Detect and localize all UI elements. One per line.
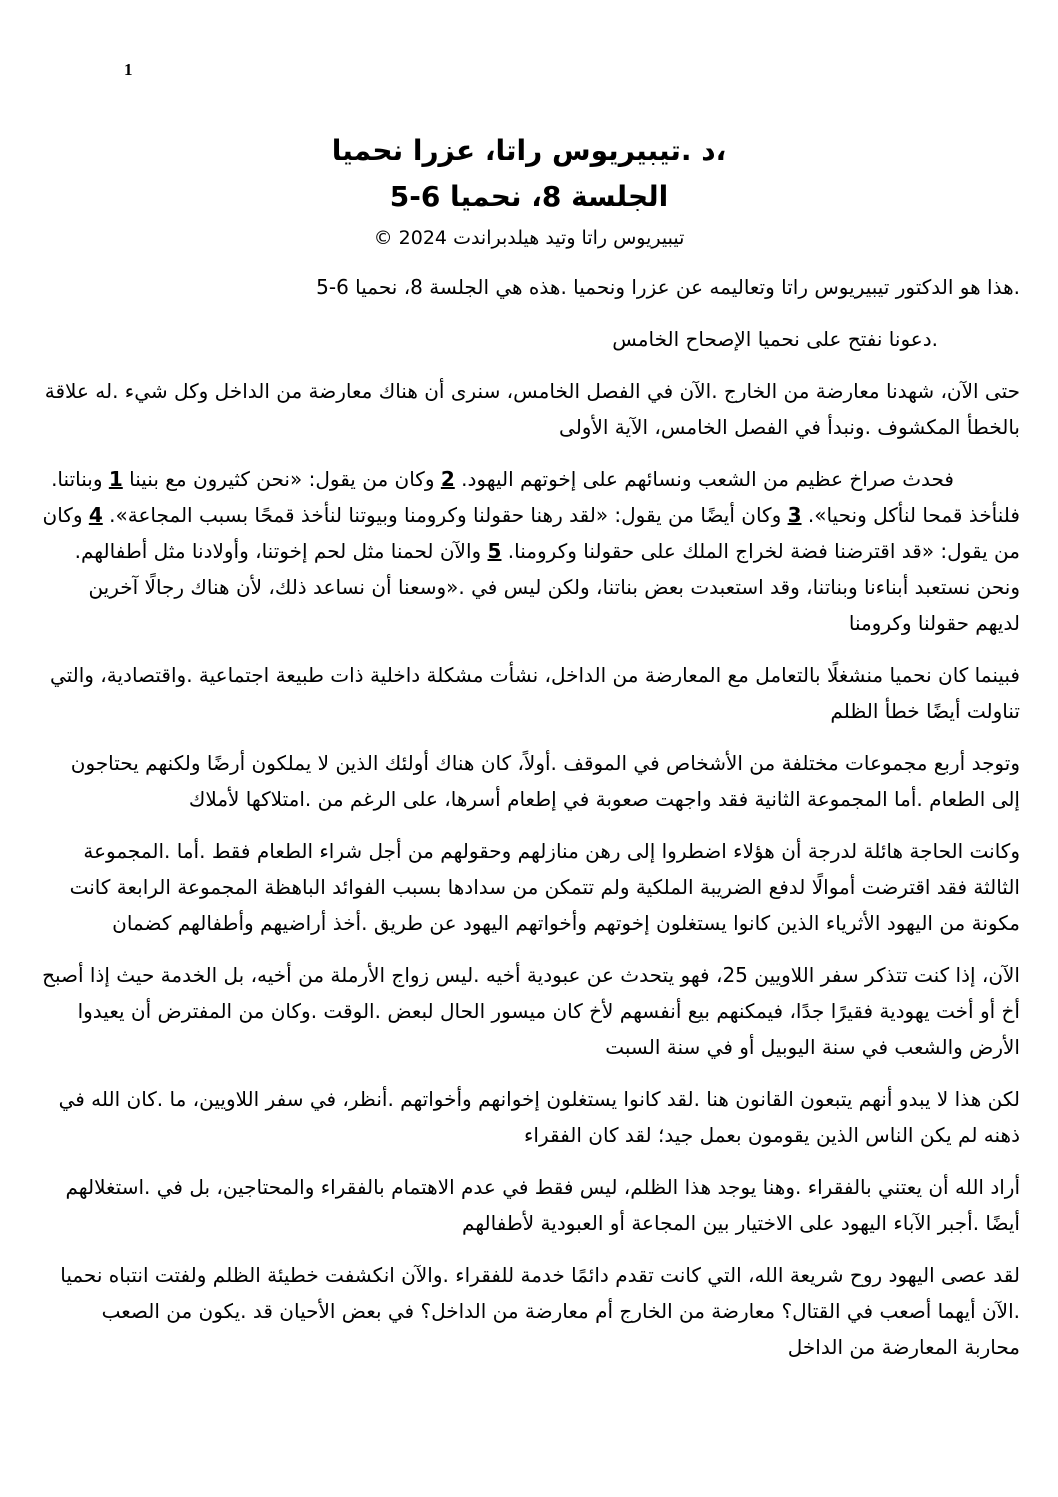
- paragraph-open-chapter: .دعونا نفتح على نحميا الإصحاح الخامس: [612, 327, 938, 351]
- verse-number: 5: [487, 539, 502, 563]
- page-number: 1: [124, 60, 133, 79]
- paragraph-scripture-quote: فحدث صراخ عظيم من الشعب ونسائهم على إخوتهم اليهود. 2 وكان من يقول: «نحن كثيرون مع بنينا 1 وبناتنا. فلنأخذ قمحا لنأكل ونحيا». 3 وكان أيضًا من يقول: «لقد رهنا حقولنا وكرومنا وبيوتنا لنأخذ قمحًا بسبب المجاعة». 4 وكان من يقول: «قد اقترضنا فضة لخراج الملك على حقولنا وكرومنا. 5 والآن لحمنا مثل لحم إخوتنا، وأولادنا مثل أطفالهم. ونحن نستعبد أبناءنا وبناتنا، وقد استعبدت بعض بناتنا، ولكن ليس في .«وسعنا أن نساعد ذلك، لأن هناك رجالًا آخرين لديهم حقولنا وكرومنا: [42, 467, 1020, 635]
- session-title: الجلسة 8، نحميا 6-5: [389, 180, 669, 213]
- paragraph-opposition: حتى الآن، شهدنا معارضة من الخارج .الآن في الفصل الخامس، سنرى أن هناك معارضة من الداخل وكل شيء .له علاقة بالخطأ المكشوف .ونبدأ في الفصل الخامس، الآية الأولى: [44, 379, 1020, 439]
- content: [40, 269, 1020, 1365]
- document-title: ،د .تيبيريوس راتا، عزرا نحميا: [331, 134, 727, 167]
- paragraph-internal-problem: فبينما كان نحميا منشغلًا بالتعامل مع المعارضة من الداخل، نشأت مشكلة داخلية ذات طبيعة اجتماعية .واقتصادية، والتي تناولت أيضًا خطأ الظلم: [49, 663, 1020, 723]
- paragraph-not-following-law: لكن هذا لا يبدو أنهم يتبعون القانون هنا .لقد كانوا يستغلون إخوانهم وأخواتهم .أنظر، في سفر اللاويين، ما .كان الله في ذهنه لم يكن الناس الذين يقومون بعمل جيد؛ لقد كان الفقراء: [58, 1087, 1020, 1147]
- paragraph-care-for-poor: أراد الله أن يعتني بالفقراء .وهنا يوجد هذا الظلم، ليس فقط في عدم الاهتمام بالفقراء والمحتاجين، بل في .استغلالهم أيضًا .أجبر الآباء اليهود على الاختيار بين المجاعة أو العبودية لأطفالهم: [65, 1175, 1020, 1235]
- verse-number: 3: [787, 503, 802, 527]
- verse-number: 1: [108, 467, 123, 491]
- paragraph-four-groups: وتوجد أربع مجموعات مختلفة من الأشخاص في الموقف .أولاً، كان هناك أولئك الذين لا يملكون أرضًا ولكنهم يحتاجون إلى الطعام .أما المجموعة الثانية فقد واجهت صعوبة في إطعام أسرها، على الرغم من .امتلاكها لأملاك: [70, 751, 1020, 811]
- verse-number: 2: [440, 467, 455, 491]
- paragraph-spirit-of-law: لقد عصى اليهود روح شريعة الله، التي كانت تقدم دائمًا خدمة للفقراء .والآن انكشفت خطيئة الظلم ولفتت انتباه نحميا .الآن أيهما أصعب في القتال؟ معارضة من الخارج أم معارضة من الداخل؟ في بعض الأحيان قد .يكون من الصعب محاربة المعارضة من الداخل: [60, 1263, 1020, 1359]
- paragraph-mortgages-taxes: وكانت الحاجة هائلة لدرجة أن هؤلاء اضطروا إلى رهن منازلهم وحقولهم من أجل شراء الطعام فقط .أما .المجموعة الثالثة فقد اقترضت أموالًا لدفع الضريبة الملكية ولم تتمكن من سدادها بسبب الفوائد الباهظة المجموعة الرابعة كانت مكونة من اليهود الأثرياء الذين كانوا يستغلون إخوتهم وأخواتهم اليهود عن طريق .أخذ أراضيهم وأطفالهم كضمان: [69, 839, 1020, 935]
- paragraph-leviticus-25: الآن، إذا كنت تتذكر سفر اللاويين 25، فهو يتحدث عن عبودية أخيه .ليس زواج الأرملة من أخيه، بل الخدمة حيث إذا أصبح أخ أو أخت يهودية فقيرًا جدًا، فيمكنهم بيع أنفسهم لأخ كان ميسور الحال لبعض .الوقت .وكان من المفترض أن يعيدوا الأرض والشعب في سنة اليوبيل أو في سنة السبت: [42, 963, 1020, 1059]
- paragraph-intro: .هذا هو الدكتور تيبيريوس راتا وتعاليمه عن عزرا ونحميا .هذه هي الجلسة 8، نحميا 6-5: [316, 275, 1020, 299]
- verse-number: 4: [88, 503, 103, 527]
- document-header: [0, 0, 1058, 253]
- copyright-line: تيبيريوس راتا وتيد هيلدبراندت 2024 ©: [373, 227, 685, 249]
